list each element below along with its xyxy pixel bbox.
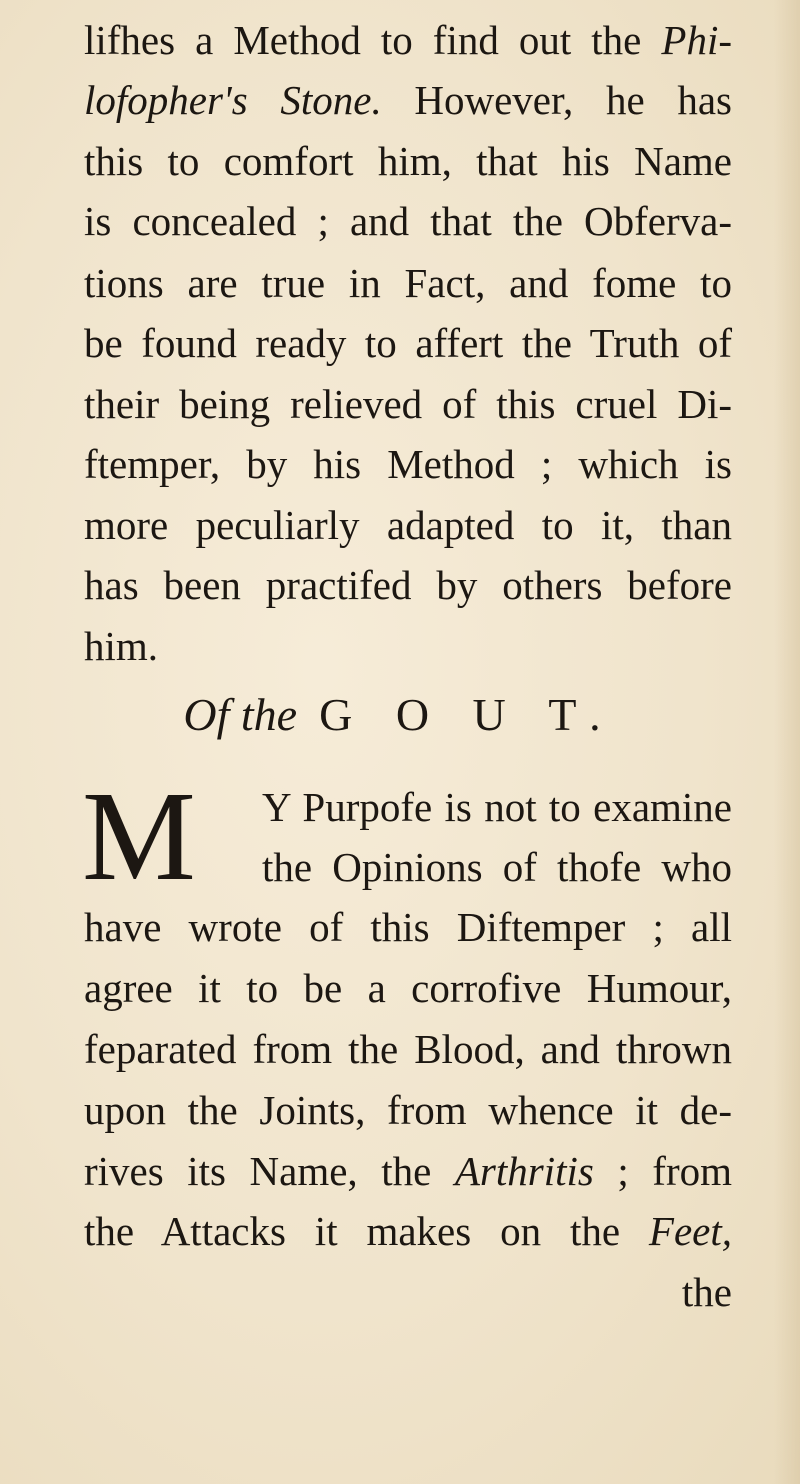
section-line-6: upon the Joints, from whence it de- xyxy=(84,1087,732,1133)
text-line-2 xyxy=(84,70,732,130)
text-fragment: ; from xyxy=(593,1148,733,1194)
italic-word: Phi- xyxy=(661,17,732,63)
catchword: the xyxy=(681,1269,732,1315)
section-line-3: have wrote of this Diftemper ; all xyxy=(84,904,732,950)
text-line-7: their being relieved of this cruel Di- xyxy=(84,381,732,427)
italic-word: Arthritis xyxy=(454,1148,594,1194)
text-fragment: lifhes a Method to find out the xyxy=(84,17,662,63)
text-line-5: tions are true in Fact, and fome to xyxy=(84,260,732,306)
section-line-4: agree it to be a corrofive Humour, xyxy=(84,965,732,1011)
text-fragment: However, he has xyxy=(381,77,733,123)
heading-prefix: Of the xyxy=(183,689,298,740)
text-line-8: ftemper, by his Method ; which is xyxy=(84,441,732,487)
text-line-4: is concealed ; and that the Obferva- xyxy=(84,198,732,244)
section-heading xyxy=(0,680,800,750)
section-line-8 xyxy=(84,1201,732,1261)
text-line-1 xyxy=(84,10,732,70)
text-fragment: the Attacks it makes on the xyxy=(84,1208,649,1254)
heading-title: G O U T. xyxy=(319,689,617,740)
text-line-11: him. xyxy=(84,623,159,669)
text-line-6: be found ready to affert the Truth of xyxy=(84,320,732,366)
text-line-3: this to comfort him, that his Name xyxy=(84,138,732,184)
drop-cap: M xyxy=(82,765,196,907)
section-line-1: Y Purpofe is not to examine xyxy=(262,784,732,830)
italic-word: lofopher's Stone. xyxy=(84,77,382,123)
section-line-5: feparated from the Blood, and thrown xyxy=(84,1026,732,1072)
text-line-10: has been practifed by others before xyxy=(84,562,732,608)
section-line-2: the Opinions of thofe who xyxy=(262,844,732,890)
italic-word: Feet, xyxy=(648,1208,732,1254)
text-fragment: rives its Name, the xyxy=(84,1148,455,1194)
section-line-7 xyxy=(84,1141,732,1201)
text-line-9: more peculiarly adapted to it, than xyxy=(84,502,732,548)
